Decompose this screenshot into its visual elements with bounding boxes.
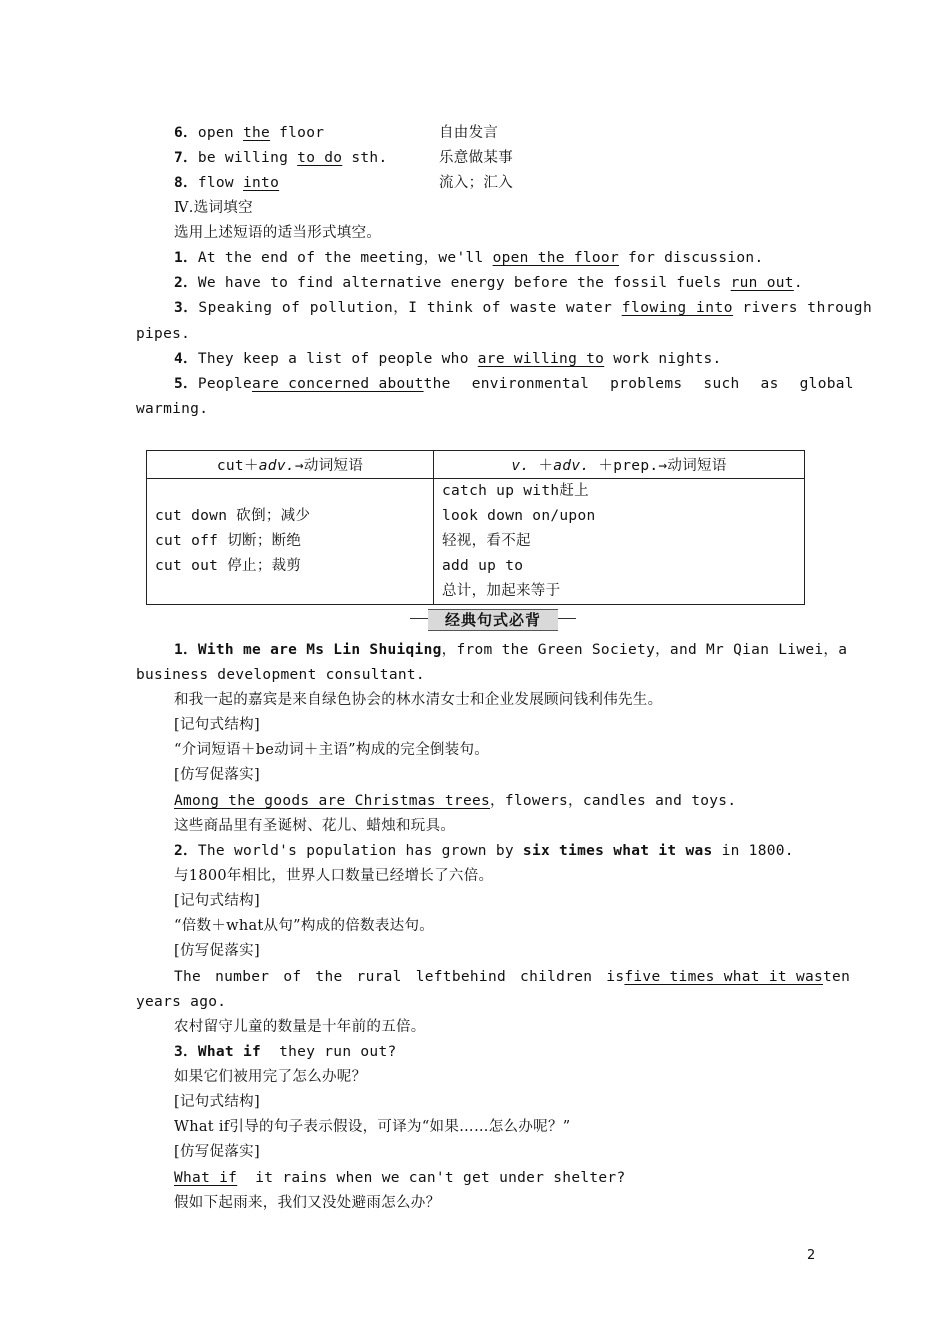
section-banner xyxy=(410,607,576,631)
phrase-row: 7．be willing to do sth. xyxy=(174,150,388,166)
exercise-item: 4．They keep a list of people who are willing to work nights. xyxy=(174,351,722,367)
exercise-item: 1．At the end of the meeting，we'll open the floor for discussion. xyxy=(174,250,764,266)
phrase-meaning: 流入；汇入 xyxy=(439,175,513,191)
table-line: 总计，加起来等于 xyxy=(442,583,561,599)
table-line: cut down 砍倒；减少 xyxy=(155,508,311,524)
sentence-example: 3．What if they run out? xyxy=(174,1044,397,1060)
table-header-verb-adv-prep: v. ＋adv. ＋prep.→动词短语 xyxy=(434,451,805,479)
practice-sentence: The number of the rural leftbehind children is five times what it was ten xyxy=(174,969,851,985)
section-heading: Ⅳ.选词填空 xyxy=(174,200,253,216)
exercise-item-continued: pipes. xyxy=(136,326,191,342)
practice-translation: 假如下起雨来，我们又没处避雨怎么办？ xyxy=(174,1195,441,1211)
sentence-translation: 与1800年相比，世界人口数量已经增长了六倍。 xyxy=(174,868,494,884)
practice-label: [仿写促落实] xyxy=(174,1144,260,1160)
phrasal-verb-table xyxy=(146,450,805,605)
phrase-row: 6．open the floor xyxy=(174,125,325,141)
table-line: 轻视，看不起 xyxy=(442,533,531,549)
table-line: add up to xyxy=(442,558,524,574)
practice-sentence: What if it rains when we can't get under shelter? xyxy=(174,1170,626,1186)
phrase-meaning: 自由发言 xyxy=(439,125,499,141)
banner-rule-right xyxy=(558,618,576,619)
page-number: 2 xyxy=(807,1248,816,1263)
sentence-example: 1．With me are Ms Lin Shuiqing，from the Green Society，and Mr Qian Liwei，a xyxy=(174,642,848,658)
structure-label: [记句式结构] xyxy=(174,717,260,733)
phrase-row: 8．flow into xyxy=(174,175,280,191)
practice-label: [仿写促落实] xyxy=(174,767,260,783)
practice-translation: 农村留守儿童的数量是十年前的五倍。 xyxy=(174,1019,426,1035)
table-line: catch up with赶上 xyxy=(442,483,589,499)
exercise-item-continued: warming. xyxy=(136,401,209,417)
practice-sentence: Among the goods are Christmas trees，flowers，candles and toys. xyxy=(174,793,737,809)
section-instruction: 选用上述短语的适当形式填空。 xyxy=(174,225,382,241)
practice-label: [仿写促落实] xyxy=(174,943,260,959)
exercise-item: 2．We have to find alternative energy before the fossil fuels run out. xyxy=(174,275,803,291)
structure-note: What if引导的句子表示假设，可译为“如果……怎么办呢？” xyxy=(174,1119,571,1135)
sentence-translation: 如果它们被用完了怎么办呢？ xyxy=(174,1069,367,1085)
table-line: cut off 切断；断绝 xyxy=(155,533,302,549)
table-line: look down on/upon xyxy=(442,508,596,524)
table-cell-verb-phrases xyxy=(434,479,805,605)
structure-note: “介词短语＋be动词＋主语”构成的完全倒装句。 xyxy=(174,742,490,758)
banner-rule-left xyxy=(410,618,428,619)
banner-title: 经典句式必背 xyxy=(428,609,558,631)
exercise-item: 3．Speaking of pollution，I think of waste water flowing into rivers through xyxy=(174,300,873,316)
structure-label: [记句式结构] xyxy=(174,893,260,909)
table-cell-cut xyxy=(147,479,434,605)
sentence-translation: 和我一起的嘉宾是来自绿色协会的林水清女士和企业发展顾问钱利伟先生。 xyxy=(174,692,663,708)
practice-translation: 这些商品里有圣诞树、花儿、蜡烛和玩具。 xyxy=(174,818,456,834)
sentence-example: 2．The world's population has grown by six times what it was in 1800. xyxy=(174,843,794,859)
exercise-item: 5．People are concerned about the environmental problems such as global xyxy=(174,376,854,392)
practice-continued: years ago. xyxy=(136,994,227,1010)
table-line: cut out 停止；裁剪 xyxy=(155,558,302,574)
phrase-meaning: 乐意做某事 xyxy=(439,150,513,166)
sentence-continued: business development consultant. xyxy=(136,667,425,683)
table-line xyxy=(155,479,425,504)
structure-note: “倍数＋what从句”构成的倍数表达句。 xyxy=(174,918,435,934)
table-header-cut: cut＋adv.→动词短语 xyxy=(147,451,434,479)
structure-label: [记句式结构] xyxy=(174,1094,260,1110)
